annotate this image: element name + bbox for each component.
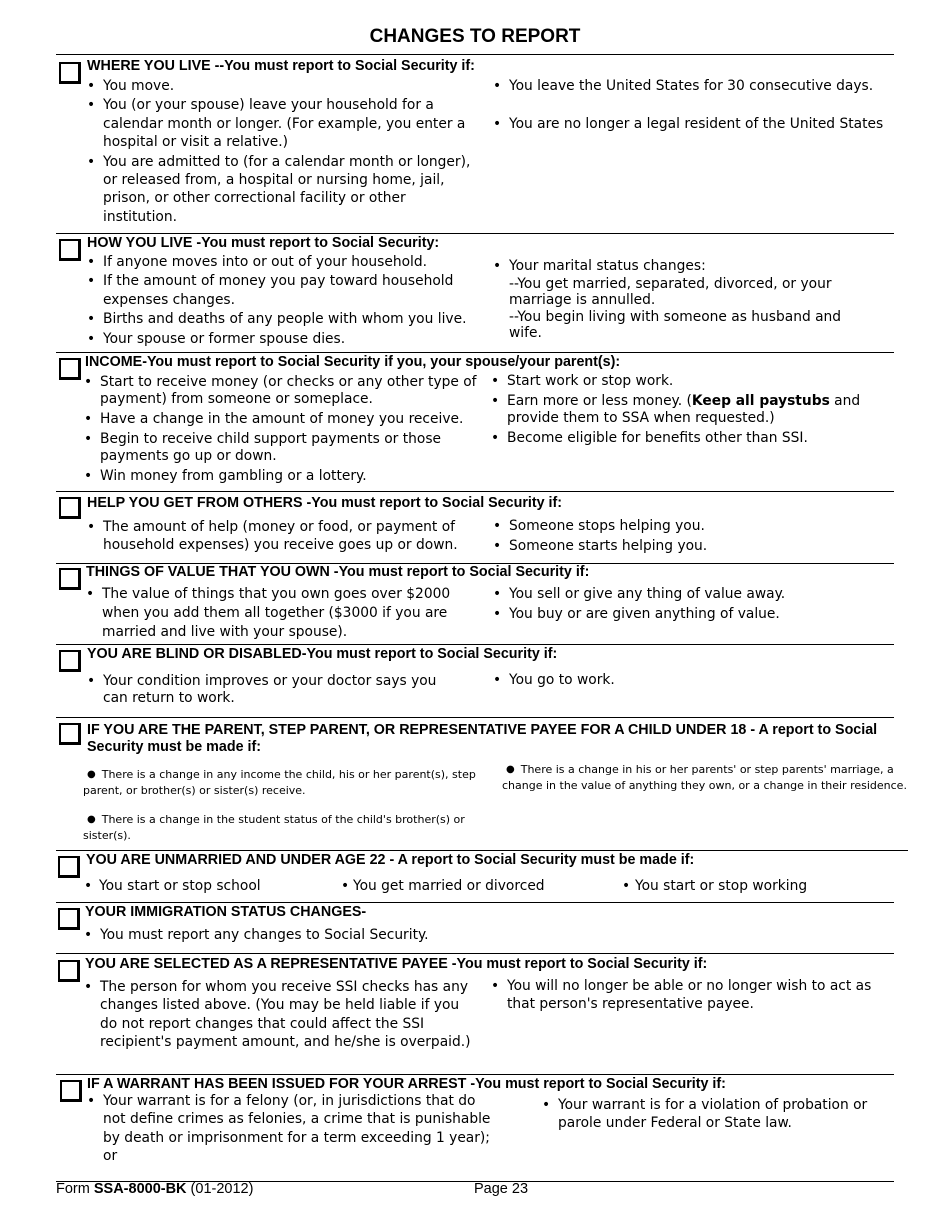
blind-disabled-header: YOU ARE BLIND OR DISABLED-You must report to Social Security if:	[87, 646, 558, 662]
form-date: (01-2012)	[186, 1181, 254, 1197]
list-item: • Your warrant is for a felony (or, in jurisdictions that do not define crimes as felonies, a crime that is punishable by death or imprisonment for a term exceeding 1 year); or	[84, 1092, 496, 1166]
immigration-header: YOUR IMMIGRATION STATUS CHANGES-	[85, 904, 367, 920]
unmarried-items-row	[81, 877, 901, 897]
list-item: • You must report any changes to Social Security.	[81, 926, 581, 944]
divider	[56, 491, 894, 492]
marital-sub-item: --You begin living with someone as husband and wife.	[509, 308, 842, 342]
earn-bold-text: Keep all paystubs	[691, 393, 830, 409]
parent-child-right-list	[502, 762, 914, 794]
list-item: • Have a change in the amount of money you receive.	[81, 411, 481, 428]
blind-disabled-left-list	[84, 673, 464, 708]
form-prefix: Form	[56, 1181, 94, 1197]
divider	[56, 953, 894, 954]
things-of-value-checkbox[interactable]	[59, 568, 81, 590]
list-item: • Your warrant is for a violation of probation or parole under Federal or State law.	[539, 1096, 879, 1133]
bullet: •	[341, 878, 350, 894]
divider	[56, 233, 894, 234]
list-item: • Someone starts helping you.	[490, 538, 890, 556]
list-item: • Your condition improves or your doctor says you can return to work.	[84, 673, 464, 707]
bullet: •	[622, 878, 631, 894]
parent-child-left-list	[83, 767, 495, 844]
things-of-value-left-list	[83, 585, 473, 643]
list-item: • You go to work.	[490, 671, 890, 689]
parent-child-checkbox[interactable]	[59, 723, 81, 745]
list-item	[488, 393, 893, 427]
divider	[56, 902, 894, 903]
list-item: • Your marital status changes:	[490, 258, 870, 275]
where-you-live-header: WHERE YOU LIVE --You must report to Social Security if:	[87, 58, 475, 74]
things-of-value-right-list	[490, 585, 890, 625]
list-item: • The amount of help (money or food, or payment of household expenses) you receive goes up or down.	[84, 519, 479, 554]
list-item	[338, 877, 545, 895]
list-item	[83, 767, 495, 798]
how-you-live-header: HOW YOU LIVE -You must report to Social Security:	[87, 235, 440, 251]
rep-payee-checkbox[interactable]	[58, 960, 80, 982]
rep-payee-left-list	[81, 978, 471, 1053]
list-item	[83, 812, 495, 843]
list-item-text: You get married or divorced	[353, 878, 545, 894]
divider	[56, 644, 894, 645]
earn-text: and provide them to SSA when requested.)	[507, 393, 861, 426]
income-header: INCOME-You must report to Social Security if you, your spouse/your parent(s):	[85, 354, 621, 370]
bullet: •	[84, 878, 93, 894]
warrant-header: IF A WARRANT HAS BEEN ISSUED FOR YOUR ARREST -You must report to Social Security if:	[87, 1076, 726, 1092]
income-right-list	[488, 373, 893, 448]
list-item: • You are no longer a legal resident of the United States	[490, 115, 895, 133]
list-item: • Births and deaths of any people with whom you live.	[84, 310, 484, 328]
blind-disabled-checkbox[interactable]	[59, 650, 81, 672]
list-item: • If anyone moves into or out of your household.	[84, 253, 484, 271]
divider	[56, 352, 894, 353]
list-item	[619, 877, 807, 895]
list-item: • If the amount of money you pay toward household expenses changes.	[84, 272, 484, 309]
list-item: • Begin to receive child support payments or those payments go up or down.	[81, 431, 481, 465]
unmarried-header: YOU ARE UNMARRIED AND UNDER AGE 22 - A report to Social Security must be made if:	[86, 852, 695, 868]
list-item: • The person for whom you receive SSI checks has any changes listed above. (You may be held liable if you do not report changes that could affect the SSI recipient's payment amount, and he/she is overpaid.)	[81, 978, 471, 1052]
form-number: SSA-8000-BK	[93, 1181, 187, 1197]
list-item-text: You start or stop working	[635, 878, 808, 894]
where-you-live-left-list	[84, 77, 482, 227]
help-right-list	[490, 518, 890, 556]
divider	[56, 850, 908, 851]
list-item-text: There is a change in the student status of the child's brother(s) or sister(s).	[83, 813, 465, 842]
marital-sub-item: --You get married, separated, divorced, or your marriage is annulled.	[509, 275, 832, 309]
list-item: • You (or your spouse) leave your household for a calendar month or longer. (For example, you enter a hospital or visit a relative.)	[84, 96, 482, 151]
income-left-list	[81, 374, 481, 486]
list-item: • The value of things that you own goes over $2000 when you add them all together ($3000 if you are married and live with your spouse).	[83, 585, 473, 642]
bullet: ●	[87, 769, 96, 780]
rep-payee-right-list	[488, 977, 893, 1015]
page-number: Page 23	[474, 1181, 529, 1197]
warrant-right-list	[539, 1096, 879, 1134]
divider	[56, 717, 894, 718]
how-you-live-checkbox[interactable]	[59, 239, 81, 261]
how-you-live-right-list	[490, 258, 870, 342]
list-item-text: There is a change in his or her parents' or step parents' marriage, a change in the value of anything they own, or a change in their residence.	[502, 763, 907, 792]
immigration-list	[81, 926, 581, 945]
list-item: • Start work or stop work.	[488, 373, 893, 390]
bullet: ●	[506, 764, 515, 775]
things-of-value-header: THINGS OF VALUE THAT YOU OWN -You must report to Social Security if:	[86, 564, 590, 580]
how-you-live-left-list	[84, 253, 484, 349]
help-checkbox[interactable]	[59, 497, 81, 519]
list-item	[502, 762, 914, 793]
list-item: • You will no longer be able or no longer wish to act as that person's representative payee.	[488, 977, 893, 1014]
page-title: CHANGES TO REPORT	[369, 26, 581, 47]
list-item-text: You start or stop school	[99, 878, 261, 894]
list-item	[81, 877, 261, 895]
list-item: • Someone stops helping you.	[490, 518, 890, 536]
unmarried-checkbox[interactable]	[58, 856, 80, 878]
list-item: • You sell or give any thing of value away.	[490, 585, 890, 604]
warrant-left-list	[84, 1092, 496, 1167]
warrant-checkbox[interactable]	[60, 1080, 82, 1102]
rep-payee-header: YOU ARE SELECTED AS A REPRESENTATIVE PAYEE -You must report to Social Security if:	[85, 956, 708, 972]
list-item-text: There is a change in any income the child, his or her parent(s), step parent, or brother(s) or sister(s) receive.	[83, 768, 476, 797]
list-item: • You buy or are given anything of value.	[490, 605, 890, 624]
help-left-list	[84, 519, 479, 555]
parent-child-header: IF YOU ARE THE PARENT, STEP PARENT, OR REPRESENTATIVE PAYEE FOR A CHILD UNDER 18 - A report to Social Security must be made if:	[87, 722, 878, 755]
bullet: ●	[87, 814, 96, 825]
immigration-checkbox[interactable]	[58, 908, 80, 930]
form-id	[56, 1181, 253, 1197]
earn-text: Earn more or less money. (	[507, 393, 692, 409]
income-checkbox[interactable]	[59, 358, 81, 380]
list-item: • You leave the United States for 30 consecutive days.	[490, 77, 895, 95]
blind-disabled-right-list	[490, 671, 890, 690]
list-item: • Your spouse or former spouse dies.	[84, 330, 484, 348]
list-item: • Win money from gambling or a lottery.	[81, 468, 481, 485]
list-item: • You move.	[84, 77, 482, 95]
list-item: • You are admitted to (for a calendar month or longer), or released from, a hospital or nursing home, jail, prison, or other correctional facility or other institution.	[84, 153, 482, 227]
help-header: HELP YOU GET FROM OTHERS -You must report to Social Security if:	[87, 495, 563, 511]
where-you-live-checkbox[interactable]	[59, 62, 81, 84]
list-item: • Start to receive money (or checks or any other type of payment) from someone or someplace.	[81, 374, 481, 408]
divider	[56, 54, 894, 55]
list-item: • Become eligible for benefits other than SSI.	[488, 430, 893, 447]
divider	[56, 1074, 894, 1075]
where-you-live-right-list	[490, 77, 895, 135]
